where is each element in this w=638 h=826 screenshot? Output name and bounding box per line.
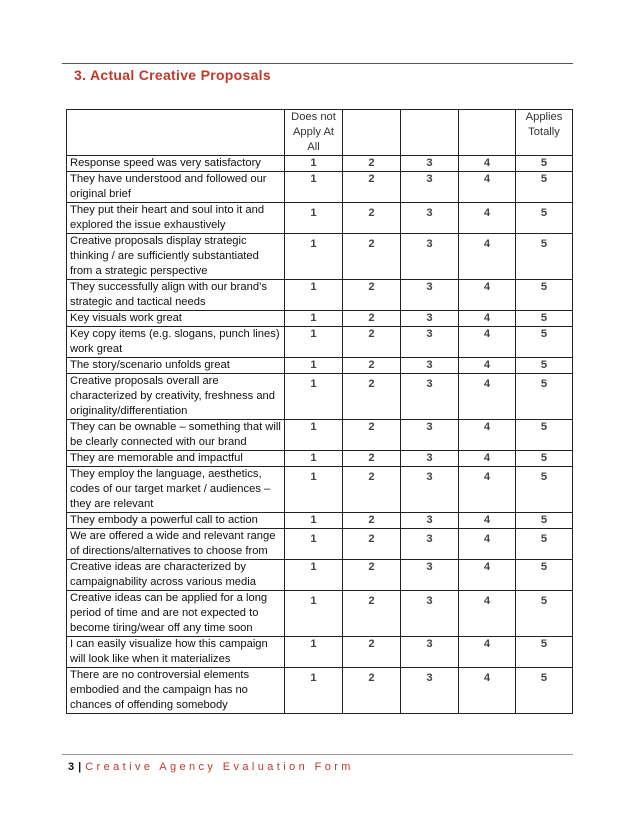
rating-option-2[interactable]: 2	[343, 560, 401, 591]
table-row	[67, 467, 573, 513]
rating-option-1[interactable]: 1	[285, 156, 343, 172]
rating-option-2[interactable]: 2	[343, 172, 401, 203]
rating-option-1[interactable]: 1	[285, 637, 343, 668]
table-row	[67, 280, 573, 311]
rating-option-3[interactable]: 3	[401, 467, 459, 513]
statement-cell: There are no controversial elements embodied and the campaign has no chances of offending somebody	[67, 668, 285, 714]
rating-option-5[interactable]: 5	[516, 420, 573, 451]
rating-option-1[interactable]: 1	[285, 280, 343, 311]
rating-option-1[interactable]: 1	[285, 172, 343, 203]
rating-option-4[interactable]: 4	[459, 529, 516, 560]
statement-cell: They can be ownable – something that will be clearly connected with our brand	[67, 420, 285, 451]
rating-option-4[interactable]: 4	[459, 358, 516, 374]
statement-cell: We are offered a wide and relevant range of directions/alternatives to choose from	[67, 529, 285, 560]
rating-option-5[interactable]: 5	[516, 451, 573, 467]
rating-option-1[interactable]: 1	[285, 467, 343, 513]
statement-cell: They employ the language, aesthetics, codes of our target market / audiences – they are relevant	[67, 467, 285, 513]
rating-option-2[interactable]: 2	[343, 358, 401, 374]
rating-option-3[interactable]: 3	[401, 311, 459, 327]
rating-option-1[interactable]: 1	[285, 203, 343, 234]
rating-option-5[interactable]: 5	[516, 591, 573, 637]
table-row	[67, 451, 573, 467]
rating-option-2[interactable]: 2	[343, 637, 401, 668]
rating-option-4[interactable]: 4	[459, 451, 516, 467]
rating-option-4[interactable]: 4	[459, 280, 516, 311]
rating-option-2[interactable]: 2	[343, 591, 401, 637]
rating-option-2[interactable]: 2	[343, 529, 401, 560]
rating-option-5[interactable]: 5	[516, 203, 573, 234]
statement-cell: They successfully align with our brand’s strategic and tactical needs	[67, 280, 285, 311]
table-row	[67, 358, 573, 374]
header-blank-cell	[343, 110, 401, 156]
rating-option-4[interactable]: 4	[459, 420, 516, 451]
statement-cell: The story/scenario unfolds great	[67, 358, 285, 374]
rating-option-2[interactable]: 2	[343, 467, 401, 513]
rating-option-1[interactable]: 1	[285, 560, 343, 591]
rating-option-3[interactable]: 3	[401, 327, 459, 358]
page-footer	[68, 761, 354, 773]
table-row	[67, 637, 573, 668]
statement-cell: Creative ideas can be applied for a long period of time and are not expected to become tiring/wear off any time soon	[67, 591, 285, 637]
statement-cell: Key visuals work great	[67, 311, 285, 327]
rating-option-5[interactable]: 5	[516, 513, 573, 529]
rating-option-5[interactable]: 5	[516, 529, 573, 560]
rating-option-2[interactable]: 2	[343, 156, 401, 172]
rating-option-3[interactable]: 3	[401, 234, 459, 280]
rating-option-5[interactable]: 5	[516, 234, 573, 280]
header-blank-cell	[459, 110, 516, 156]
section-title: 3. Actual Creative Proposals	[74, 67, 271, 83]
rating-option-3[interactable]: 3	[401, 420, 459, 451]
rating-option-4[interactable]: 4	[459, 374, 516, 420]
rating-option-3[interactable]: 3	[401, 156, 459, 172]
footer-separator: |	[78, 761, 82, 773]
header-blank-cell	[401, 110, 459, 156]
statement-cell: Key copy items (e.g. slogans, punch lines) work great	[67, 327, 285, 358]
rating-option-2[interactable]: 2	[343, 311, 401, 327]
rating-option-2[interactable]: 2	[343, 451, 401, 467]
rating-option-4[interactable]: 4	[459, 467, 516, 513]
rating-option-4[interactable]: 4	[459, 591, 516, 637]
rating-option-5[interactable]: 5	[516, 156, 573, 172]
statement-cell: Response speed was very satisfactory	[67, 156, 285, 172]
page-number: 3	[68, 761, 75, 773]
table-row	[67, 327, 573, 358]
rating-option-4[interactable]: 4	[459, 203, 516, 234]
statement-cell: Creative proposals overall are characterized by creativity, freshness and originality/differentiation	[67, 374, 285, 420]
rating-option-5[interactable]: 5	[516, 374, 573, 420]
rating-option-5[interactable]: 5	[516, 560, 573, 591]
rating-option-3[interactable]: 3	[401, 358, 459, 374]
rating-option-2[interactable]: 2	[343, 234, 401, 280]
rating-option-5[interactable]: 5	[516, 327, 573, 358]
statement-cell: They are memorable and impactful	[67, 451, 285, 467]
rating-option-4[interactable]: 4	[459, 637, 516, 668]
rating-option-5[interactable]: 5	[516, 358, 573, 374]
rating-option-5[interactable]: 5	[516, 668, 573, 714]
rating-option-5[interactable]: 5	[516, 280, 573, 311]
evaluation-table	[66, 109, 573, 714]
rating-option-4[interactable]: 4	[459, 156, 516, 172]
footer-rule	[62, 754, 573, 755]
rating-option-3[interactable]: 3	[401, 529, 459, 560]
rating-option-3[interactable]: 3	[401, 513, 459, 529]
rating-option-2[interactable]: 2	[343, 513, 401, 529]
rating-option-3[interactable]: 3	[401, 280, 459, 311]
header-blank-cell	[67, 110, 285, 156]
rating-option-1[interactable]: 1	[285, 358, 343, 374]
rating-option-2[interactable]: 2	[343, 327, 401, 358]
statement-cell: I can easily visualize how this campaign will look like when it materializes	[67, 637, 285, 668]
rating-option-2[interactable]: 2	[343, 280, 401, 311]
rating-option-3[interactable]: 3	[401, 451, 459, 467]
rating-option-4[interactable]: 4	[459, 234, 516, 280]
rating-option-2[interactable]: 2	[343, 420, 401, 451]
rating-option-5[interactable]: 5	[516, 172, 573, 203]
table-row	[67, 513, 573, 529]
rating-option-3[interactable]: 3	[401, 172, 459, 203]
rating-option-3[interactable]: 3	[401, 637, 459, 668]
rating-option-1[interactable]: 1	[285, 529, 343, 560]
rating-option-2[interactable]: 2	[343, 374, 401, 420]
rating-option-4[interactable]: 4	[459, 311, 516, 327]
rating-option-5[interactable]: 5	[516, 467, 573, 513]
table-row	[67, 203, 573, 234]
header-row	[67, 110, 573, 156]
rating-option-4[interactable]: 4	[459, 560, 516, 591]
rating-option-3[interactable]: 3	[401, 203, 459, 234]
statement-cell: They have understood and followed our original brief	[67, 172, 285, 203]
rating-option-2[interactable]: 2	[343, 668, 401, 714]
statement-cell: They put their heart and soul into it and explored the issue exhaustively	[67, 203, 285, 234]
statement-cell: Creative proposals display strategic thinking / are sufficiently substantiated from a strategic perspective	[67, 234, 285, 280]
table-row	[67, 374, 573, 420]
table-row	[67, 234, 573, 280]
table-row	[67, 156, 573, 172]
table-row	[67, 529, 573, 560]
rating-option-4[interactable]: 4	[459, 327, 516, 358]
rating-option-3[interactable]: 3	[401, 560, 459, 591]
scale-label-low: Does not Apply At All	[285, 110, 343, 156]
rating-option-5[interactable]: 5	[516, 637, 573, 668]
table-row	[67, 591, 573, 637]
rating-option-1[interactable]: 1	[285, 420, 343, 451]
rating-option-1[interactable]: 1	[285, 374, 343, 420]
scale-label-high: Applies Totally	[516, 110, 573, 156]
rating-option-4[interactable]: 4	[459, 172, 516, 203]
rating-option-3[interactable]: 3	[401, 374, 459, 420]
rating-option-3[interactable]: 3	[401, 668, 459, 714]
table-row	[67, 172, 573, 203]
rating-option-1[interactable]: 1	[285, 234, 343, 280]
statement-cell: Creative ideas are characterized by campaignability across various media	[67, 560, 285, 591]
statement-cell: They embody a powerful call to action	[67, 513, 285, 529]
rating-option-1[interactable]: 1	[285, 668, 343, 714]
rating-option-5[interactable]: 5	[516, 311, 573, 327]
rating-option-1[interactable]: 1	[285, 591, 343, 637]
table-row	[67, 560, 573, 591]
rating-option-1[interactable]: 1	[285, 451, 343, 467]
rating-option-4[interactable]: 4	[459, 668, 516, 714]
rating-option-3[interactable]: 3	[401, 591, 459, 637]
rating-option-1[interactable]: 1	[285, 327, 343, 358]
rating-option-2[interactable]: 2	[343, 203, 401, 234]
rating-option-1[interactable]: 1	[285, 513, 343, 529]
table-row	[67, 420, 573, 451]
document-title: Creative Agency Evaluation Form	[85, 761, 354, 773]
rating-option-4[interactable]: 4	[459, 513, 516, 529]
top-rule	[62, 63, 573, 64]
table-row	[67, 311, 573, 327]
table-row	[67, 668, 573, 714]
rating-option-1[interactable]: 1	[285, 311, 343, 327]
